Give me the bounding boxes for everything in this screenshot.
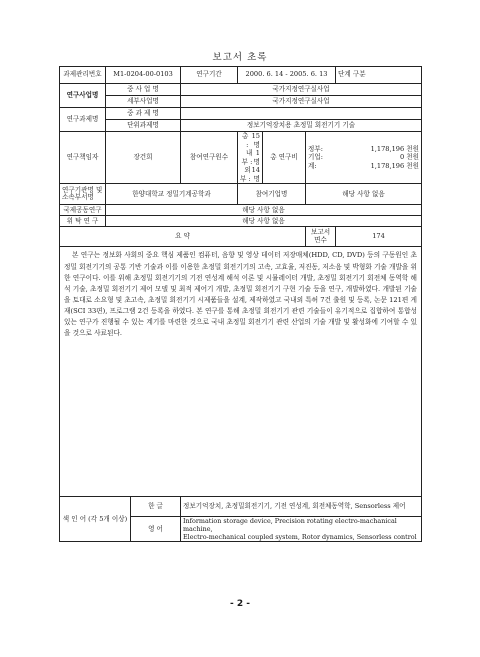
value-institution: 한양대학교 정밀기계공학과 (106, 184, 238, 205)
label-kw-korean: 한 글 (131, 497, 181, 517)
label-intl: 국제공동연구 (60, 205, 106, 216)
label-keywords: 색 인 어 (각 5개 이상) (60, 497, 131, 542)
label-consign: 위 탁 연 구 (60, 216, 106, 227)
label-institution: 연구기관명 및 소속부서명 (60, 184, 106, 205)
value-project-major (181, 108, 422, 120)
label-project-no: 과제관리번호 (60, 67, 106, 84)
value-period: 2000. 6. 14 - 2005. 6. 13 (238, 67, 336, 84)
label-project-major: 중 과 제 명 (106, 108, 181, 120)
row-project-unit (60, 120, 422, 132)
label-leader: 연구책임자 (60, 132, 106, 184)
row-intl (60, 205, 422, 216)
value-kw-english (181, 517, 422, 542)
label-stage (336, 67, 422, 84)
label-total-cost: 총 연구비 (263, 132, 306, 184)
label-researchers: 참여연구원수 (181, 132, 238, 184)
value-total-cost (306, 132, 422, 184)
label-project-name: 연구과제명 (60, 108, 106, 132)
page-number: - 2 - (230, 599, 250, 609)
cost-corp-line: 기업: 0 천원 (308, 153, 420, 162)
row-abstract (60, 247, 422, 497)
value-partner: 해당 사항 없음 (306, 184, 422, 205)
value-program-sub: 국가지정연구실사업 (181, 96, 422, 108)
researchers-inner-line: 내부 : 1명 (241, 149, 260, 166)
value-intl: 해당 사항 없음 (106, 205, 422, 216)
report-summary-form (59, 66, 422, 542)
value-leader: 장건희 (106, 132, 181, 184)
label-project-unit: 단위과제명 (106, 120, 181, 132)
row-program-major (60, 84, 422, 96)
kw-english-line1: Information storage device, Precision rotating electro-machanical machine, (183, 517, 397, 534)
value-pages: 174 (336, 227, 422, 247)
row-keywords-korean (60, 497, 422, 517)
row-program-sub (60, 96, 422, 108)
label-program: 연구사업명 (60, 84, 106, 108)
label-pages: 보고서 면수 (306, 227, 336, 247)
stage-label-text: 단계 구분 (338, 70, 366, 79)
row-consign (60, 216, 422, 227)
row-project-major (60, 108, 422, 120)
value-project-unit: 정보기억장치용 초정밀 회전기기 기술 (181, 120, 422, 132)
row-leader (60, 132, 422, 184)
cost-gov-line: 정부: 1,178,196 천원 (308, 144, 420, 153)
value-project-no: M1-0204-00-0103 (106, 67, 181, 84)
value-program-major: 국가지정연구실사업 (181, 84, 422, 96)
value-kw-korean: 정보기억장치, 초정밀회전기기, 기전 연성계, 회전체동역학, Sensorless 제어 (181, 497, 422, 517)
label-partner: 참여기업명 (238, 184, 306, 205)
researchers-outer-line: 외부 : 14명 (240, 166, 260, 183)
cost-total-line: 계: 1,178,196 천원 (308, 161, 420, 170)
kw-english-line2: Electro-mechanical coupled system, Rotor dynamics, Sensorless control (183, 533, 417, 542)
abstract-text: 본 연구는 정보화 사회의 중요 핵심 제품인 컴퓨터, 음향 및 영상 데이터 저장매체(HDD, CD, DVD) 등의 구동원인 초정밀 회전기기의 공통 기반 기술과 이를 이용한 초정밀 회전기기의 고속, 고효율, 저진동, 저소음 및 박형화 기술 개발을 위한 연구이다. 이를 위해 초정밀 회전기기의 기전 연성계 해석 이론 및 시뮬레이터 개발, 초정밀 회전기기 회전체 동역학 해석 기술, 초정밀 회전기기 제어 모델 및 최적 제어기 개발, 초정밀 회전기기 구현 기술 등을 연구, 개발하였다. 개발된 기술을 토대로 소요형 및 초고속, 초정밀 회전기기 시제품들을 설계, 제작하였고 국내외 특허 7건 출원 및 등록, 논문 121편 게재(SCI 33편), 프로그램 2건 등록을 하였다. 본 연구를 통해 초정밀 회전기기 관련 기술들이 유기적으로 집합하여 통합성 있는 연구가 진행될 수 있는 계기를 마련한 것으로 국내 초정밀 회전기기 관련 산업의 기술 개발 및 활성화에 기여할 수 있을 것으로 사료된다. (60, 247, 422, 497)
document-title: 보고서 초록 (212, 52, 268, 63)
label-program-major: 중 사 업 명 (106, 84, 181, 96)
label-program-sub: 세부사업명 (106, 96, 181, 108)
researchers-total-line: 총 : 15명 (242, 132, 260, 149)
label-period: 연구기간 (181, 67, 238, 84)
value-researchers (238, 132, 263, 184)
label-summary: 요 약 (60, 227, 306, 247)
row-project-number (60, 67, 422, 84)
value-consign: 해당 사항 없음 (106, 216, 422, 227)
row-summary-header (60, 227, 422, 247)
label-kw-english: 영 어 (131, 517, 181, 542)
row-institution (60, 184, 422, 205)
